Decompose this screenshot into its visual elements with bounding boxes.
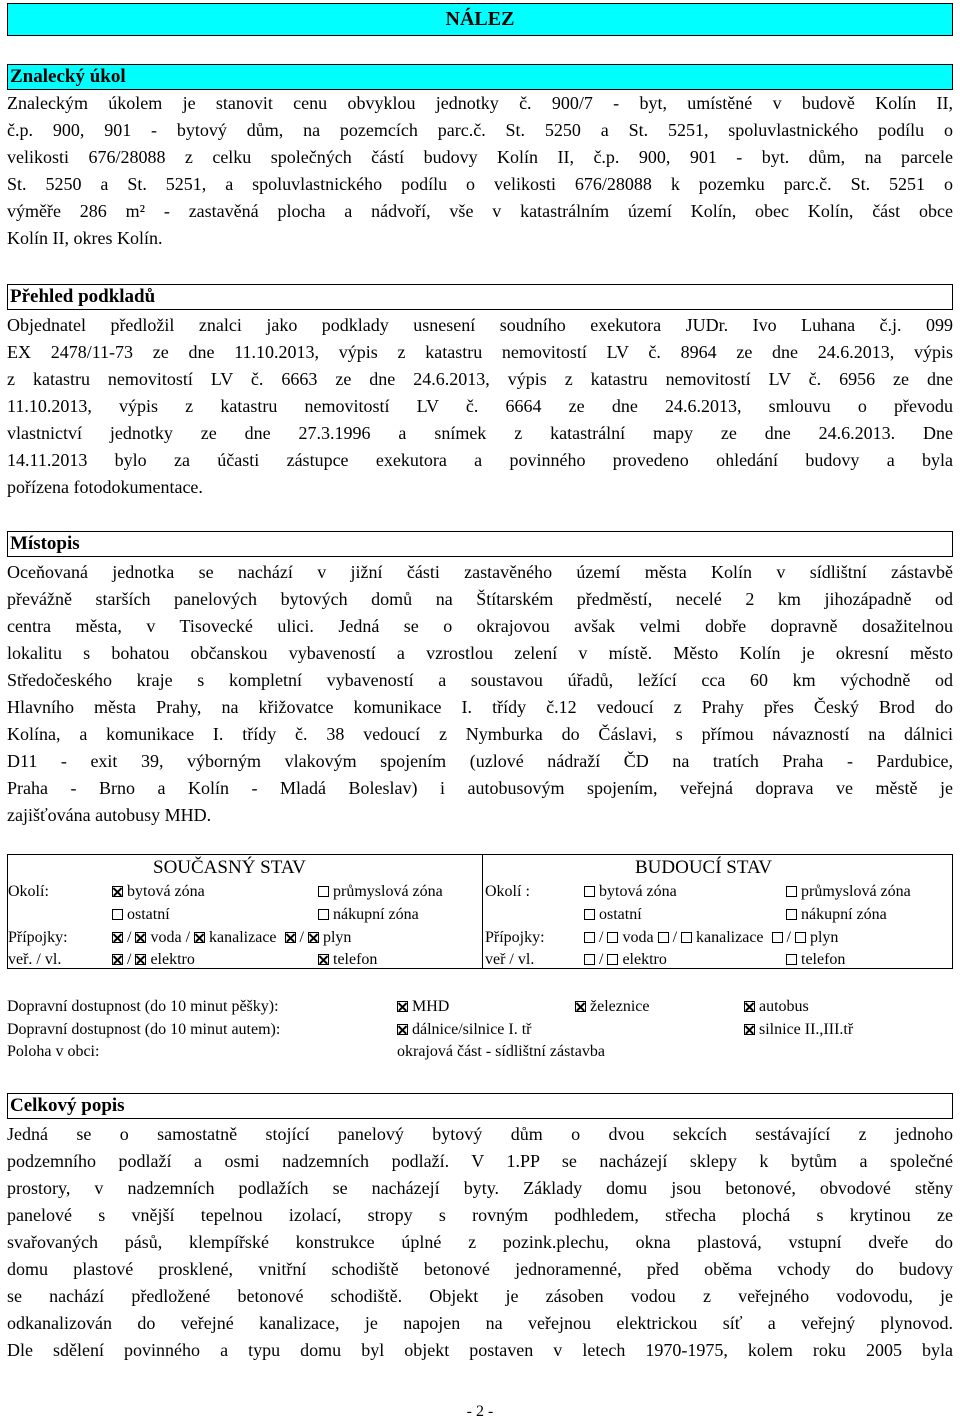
current-state-heading: SOUČASNÝ STAV xyxy=(153,857,306,878)
option-label: nákupní zóna xyxy=(333,906,419,923)
text-line: Dle sdělení povinného a typu domu byl objekt postaven v letech 1970-1975, kolem roku 2005 byla xyxy=(7,1340,953,1360)
okoli-label-future: Okolí : xyxy=(485,883,530,900)
text-line: z katastru nemovitostí LV č. 6663 ze dne 24.6.2013, výpis z katastru nemovitostí LV č. 6956 ze dne xyxy=(7,369,953,389)
elektro-current xyxy=(112,949,195,971)
paragraph-ukol xyxy=(7,90,953,252)
option-label: dálnice/silnice I. tř xyxy=(412,1021,532,1038)
checkbox-empty-icon xyxy=(584,954,595,965)
text-line: Jedná se o samostatně stojící panelový bytový dům o dvou sekcích sestávající z jednoho xyxy=(7,1124,953,1144)
text-line: EX 2478/11-73 ze dne 11.10.2013, výpis z katastru nemovitostí LV č. 8964 ze dne 24.6.2013, výpis xyxy=(7,342,953,362)
slash: / xyxy=(127,951,132,968)
option-label: elektro xyxy=(150,951,195,968)
checkbox-checked-icon xyxy=(112,886,123,897)
prumyslova-zona-future xyxy=(786,881,911,903)
option-label: plyn xyxy=(809,929,839,946)
text-line: lokalitu s bohatou občanskou vybaveností a vzrostlou zelení v místě. Město Kolín je okresní město xyxy=(7,643,953,663)
checkbox-empty-icon xyxy=(584,886,595,897)
checkbox-empty-icon xyxy=(584,909,595,920)
slash: / xyxy=(299,929,304,946)
checkbox-checked-icon xyxy=(744,1001,755,1012)
text-line: výměře 286 m² - zastavěná plocha a nádvoří, vše v katastrálním území Kolín, obec Kolín, část obce xyxy=(7,201,953,221)
text-line: Znaleckým úkolem je stanovit cenu obvyklou jednotky č. 900/7 - byt, umístěné v budově Kolín II, xyxy=(7,93,953,113)
checkbox-checked-icon xyxy=(397,1024,408,1035)
text-line: velikosti 676/28088 z celku společných částí budovy Kolín II, č.p. 900, 901 - byt. dům, na parcele xyxy=(7,147,953,167)
text-line: St. 5250 a St. 5251, a spoluvlastnického podílu o velikosti 676/28088 k pozemku parc.č. St. 5251 o xyxy=(7,174,953,194)
option-label: voda xyxy=(150,929,182,946)
option-label: ostatní xyxy=(599,906,642,923)
option-label: bytová zóna xyxy=(599,883,677,900)
slash: / xyxy=(599,929,604,946)
checkbox-empty-icon xyxy=(607,954,618,965)
text-line: svařovaných pásů, klempířské konstrukce úplné z pozink.plechu, okna plastová, vstupní dveře do xyxy=(7,1232,953,1252)
checkbox-empty-icon xyxy=(681,932,692,943)
section-heading-mistopis: Místopis xyxy=(7,531,953,557)
text-line: Středočeského kraje s kompletní vybaveností a soustavou úřadů, ležící cca 60 km východně od xyxy=(7,670,953,690)
checkbox-empty-icon xyxy=(584,932,595,943)
checkbox-checked-icon xyxy=(112,932,123,943)
text-line: 14.11.2013 bylo za účasti zástupce exekutora a povinného provedeno ohledání budovy a byla xyxy=(7,450,953,470)
option-label: telefon xyxy=(333,951,378,968)
checkbox-empty-icon xyxy=(786,954,797,965)
text-line: Objednatel předložil znalci jako podklady usnesení soudního exekutora JUDr. Ivo Luhana č.j. 099 xyxy=(7,315,953,335)
pripojky-label: Přípojky: xyxy=(8,929,68,946)
option-label: MHD xyxy=(412,998,450,1015)
checkbox-checked-icon xyxy=(135,954,146,965)
section-heading-popis: Celkový popis xyxy=(7,1093,953,1119)
checkbox-empty-icon xyxy=(112,909,123,920)
checkbox-checked-icon xyxy=(135,932,146,943)
text-line: panelové s vnější tepelnou izolací, stropy s rovným podhledem, střecha plochá s krytinou ze xyxy=(7,1205,953,1225)
checkbox-checked-icon xyxy=(308,932,319,943)
checkbox-empty-icon xyxy=(786,886,797,897)
nakupni-zona-future xyxy=(786,904,887,926)
option-label: bytová zóna xyxy=(127,883,205,900)
checkbox-checked-icon xyxy=(397,1001,408,1012)
text-line: D11 - exit 39, výborným vlakovým spojením (uzlové nádraží ČD na tratích Praha - Pardubice, xyxy=(7,751,953,771)
checkbox-checked-icon xyxy=(194,932,205,943)
option-label: kanalizace xyxy=(209,929,277,946)
bytova-zona-checked xyxy=(112,881,205,903)
vel-label-future: veř / vl. xyxy=(485,951,535,968)
text-line: č.p. 900, 901 - bytový dům, na pozemcích parc.č. St. 5250 a St. 5251, spoluvlastnického podílu o xyxy=(7,120,953,140)
prumyslova-zona-unchecked xyxy=(318,881,443,903)
nakupni-zona-unchecked xyxy=(318,904,419,926)
walk-access-label: Dopravní dostupnost (do 10 minut pěšky): xyxy=(7,998,279,1015)
checkbox-empty-icon xyxy=(658,932,669,943)
checkbox-checked-icon xyxy=(112,954,123,965)
text-line: Kolína, a komunikace I. třídy č. 38 vedoucí z Nymburka do Čáslavi, s přímou návazností na dálnici xyxy=(7,724,953,744)
checkbox-empty-icon xyxy=(607,932,618,943)
paragraph-podklady xyxy=(7,312,953,501)
poloha-value: okrajová část - sídlištní zástavba xyxy=(397,1043,605,1060)
telefon-future xyxy=(786,949,845,971)
autobus-option xyxy=(744,996,809,1018)
text-line: domu plastové prosklené, vnitřní schodiště betonové jednoramenné, před oběma vchody do budovy xyxy=(7,1259,953,1279)
section-heading-ukol: Znalecký úkol xyxy=(7,64,953,90)
paragraph-popis xyxy=(7,1121,953,1364)
text-line: pořízena fotodokumentace. xyxy=(7,477,203,497)
page-number: - 2 - xyxy=(466,1403,494,1420)
document-title: NÁLEZ xyxy=(7,3,953,36)
option-label: plyn xyxy=(322,929,352,946)
text-line: Praha - Brno a Kolín - Mladá Boleslav) i autobusovým spojením, veřejná doprava ve městě je xyxy=(7,778,953,798)
slash: / xyxy=(127,929,132,946)
text-line: Kolín II, okres Kolín. xyxy=(7,228,163,248)
text-line: převážně starších panelových bytových domů na Štítarském předměstí, necelé 2 km jihozápadně od xyxy=(7,589,953,609)
checkbox-empty-icon xyxy=(318,886,329,897)
telefon-current xyxy=(318,949,377,971)
mhd-option xyxy=(397,996,449,1018)
paragraph-mistopis xyxy=(7,559,953,829)
future-state-heading: BUDOUCÍ STAV xyxy=(635,857,772,878)
checkbox-empty-icon xyxy=(318,909,329,920)
slash: / xyxy=(672,929,678,946)
checkbox-checked-icon xyxy=(285,932,296,943)
option-label: silnice II.,III.tř xyxy=(759,1021,854,1038)
text-line: vlastnictví jednotky ze dne 27.3.1996 a snímek z katastrální mapy ze dne 24.6.2013. Dne xyxy=(7,423,953,443)
checkbox-empty-icon xyxy=(772,932,783,943)
text-line: prostory, v nadzemních podlažích se nacházejí byty. Základy domu jsou betonové, obvodové stěny xyxy=(7,1178,953,1198)
text-line: podzemního podlaží a osmi nadzemních podlaží. V 1.PP se nacházejí sklepy k bytům a společné xyxy=(7,1151,953,1171)
dalnice-option xyxy=(397,1019,532,1041)
pripojky-label-future: Přípojky: xyxy=(485,929,545,946)
ostatni-unchecked xyxy=(112,904,170,926)
checkbox-checked-icon xyxy=(575,1001,586,1012)
text-line: odkanalizován do veřejné kanalizace, je napojen na veřejnou elektrickou síť a veřejný plynovod. xyxy=(7,1313,953,1333)
option-label: voda xyxy=(622,929,654,946)
section-heading-podklady: Přehled podkladů xyxy=(7,284,953,310)
state-table xyxy=(7,854,953,969)
slash: / xyxy=(185,929,191,946)
option-label: elektro xyxy=(622,951,667,968)
option-label: ostatní xyxy=(127,906,170,923)
text-line: Oceňovaná jednotka se nachází v jižní části zastavěného území města Kolín v sídlištní zástavbě xyxy=(7,562,953,582)
okoli-label: Okolí: xyxy=(8,883,49,900)
poloha-label: Poloha v obci: xyxy=(7,1043,100,1060)
checkbox-checked-icon xyxy=(744,1024,755,1035)
silnice-option xyxy=(744,1019,853,1041)
checkbox-empty-icon xyxy=(786,909,797,920)
option-label: průmyslová zóna xyxy=(333,883,443,900)
text-line: se nachází předložené betonové schodiště. Objekt je zásoben vodou z veřejného vodovodu, je xyxy=(7,1286,953,1306)
elektro-future xyxy=(584,949,667,971)
option-label: kanalizace xyxy=(696,929,764,946)
text-line: 11.10.2013, výpis z katastru nemovitostí LV č. 6664 ze dne 24.6.2013, smlouvu o převodu xyxy=(7,396,953,416)
text-line: Hlavního města Prahy, na křižovatce komunikace I. třídy č.12 vedoucí z Prahy přes Český Brod do xyxy=(7,697,953,717)
vel-label: veř. / vl. xyxy=(8,951,62,968)
pripojky-future xyxy=(584,927,838,949)
checkbox-checked-icon xyxy=(318,954,329,965)
bytova-zona-future xyxy=(584,881,677,903)
option-label: nákupní zóna xyxy=(801,906,887,923)
zeleznice-option xyxy=(575,996,650,1018)
option-label: autobus xyxy=(759,998,809,1015)
pripojky-current xyxy=(112,927,351,949)
checkbox-empty-icon xyxy=(795,932,806,943)
slash: / xyxy=(786,929,791,946)
option-label: telefon xyxy=(801,951,846,968)
ostatni-future xyxy=(584,904,642,926)
option-label: železnice xyxy=(590,998,650,1015)
text-line: zajišťována autobusy MHD. xyxy=(7,805,212,825)
slash: / xyxy=(599,951,604,968)
option-label: průmyslová zóna xyxy=(801,883,911,900)
text-line: centra města, v Tisovecké ulici. Jedná se o okrajovou avšak velmi dobře dopravně dosažitelnou xyxy=(7,616,953,636)
car-access-label: Dopravní dostupnost (do 10 minut autem): xyxy=(7,1021,281,1038)
